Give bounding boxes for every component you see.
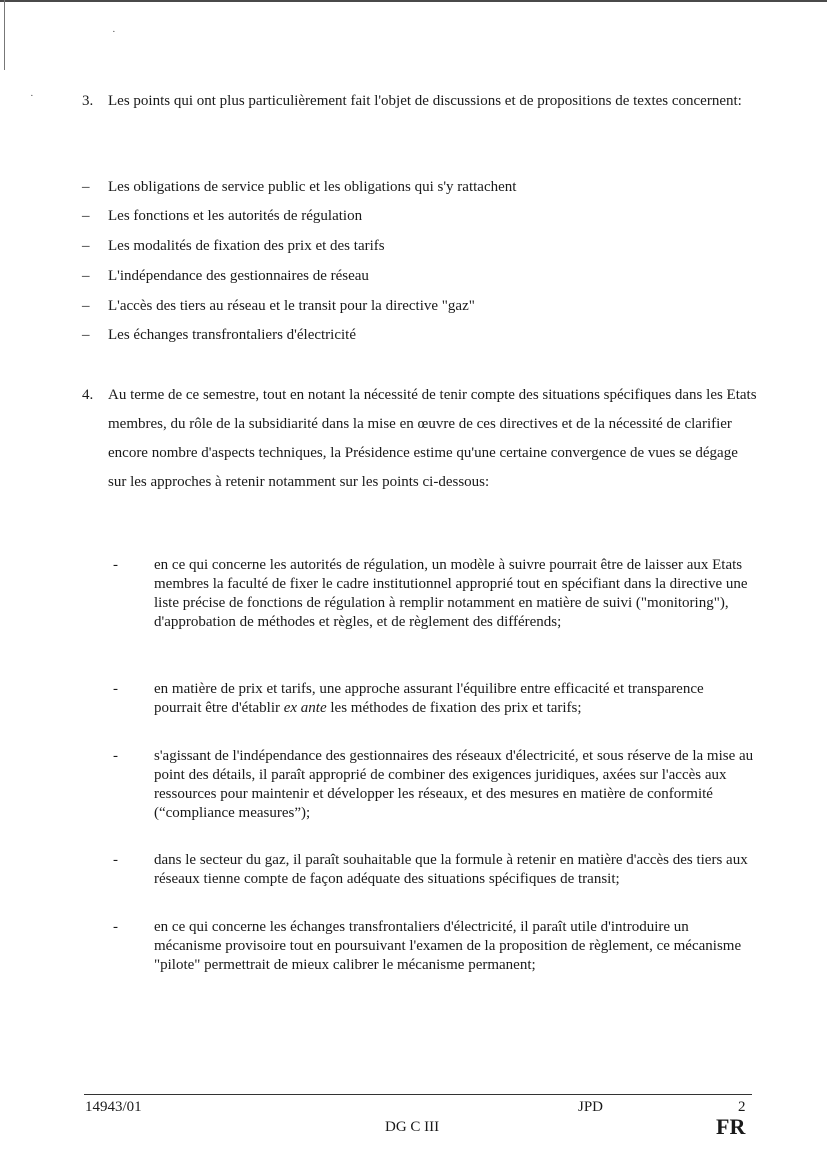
list-dash: – — [82, 327, 90, 343]
paragraph-text: Au terme de ce semestre, tout en notant la nécessité de tenir compte des situations spécifiques dans les Etats membres, du rôle de la subsidiarité dans la mise en œuvre de ces directives et de la nécessité de clarifier encore nombre d'aspects techniques, la Présidence estime qu'une certaine convergence de vues se dégage sur les approches à retenir notamment sur les points ci-dessous: — [108, 387, 757, 490]
approach-text: dans le secteur du gaz, il paraît souhaitable que la formule à retenir en matière d'accès des tiers aux réseaux tienne compte de façon adéquate des situations spécifiques de transit; — [154, 852, 748, 887]
page-number: 2 — [738, 1099, 746, 1115]
list-dash: – — [82, 238, 90, 254]
document-reference: 14943/01 — [85, 1099, 142, 1115]
department-code: DG C III — [385, 1119, 440, 1135]
list-dash: - — [113, 748, 118, 764]
approach-text: en matière de prix et tarifs, une approche assurant l'équilibre entre efficacité et transparence pourrait être d'établir ex ante les méthodes de fixation des prix et tarifs; — [154, 681, 704, 716]
list-dash: – — [82, 179, 90, 195]
list-dash: - — [113, 919, 118, 935]
list-dash: - — [113, 557, 118, 573]
topic-text: Les obligations de service public et les obligations qui s'y rattachent — [108, 179, 517, 195]
paragraph-number: 4. — [82, 387, 94, 403]
paragraph-text: Les points qui ont plus particulièrement fait l'objet de discussions et de propositions de textes concernent: — [108, 93, 742, 109]
list-dash: – — [82, 298, 90, 314]
approach-text: en ce qui concerne les échanges transfrontaliers d'électricité, il paraît utile d'introduire un mécanisme provisoire tout en poursuivant l'examen de la proposition de règlement, ce mécanisme "pilote" permettrait de mieux calibrer le mécanisme permanent; — [154, 919, 742, 973]
topic-text: L'indépendance des gestionnaires de réseau — [108, 268, 369, 284]
approach-text: en ce qui concerne les autorités de régulation, un modèle à suivre pourrait être de laisser aux Etats membres la faculté de fixer le cadre institutionnel approprié tout en spécifiant dans la directive une liste précise de fonctions de régulation à remplir notamment en matière de suivi ("monitoring"), d'approbation de méthodes et règles, et de règlement des différends; — [154, 557, 748, 630]
list-dash: – — [82, 208, 90, 224]
latin-term: ex ante — [283, 700, 327, 716]
list-dash: – — [82, 268, 90, 284]
topic-text: Les échanges transfrontaliers d'électricité — [108, 327, 356, 343]
author-initials: JPD — [578, 1099, 604, 1115]
paragraph-number: 3. — [82, 93, 94, 109]
scan-speck: · — [112, 26, 116, 38]
scan-edge-left — [4, 0, 5, 70]
approach-text: s'agissant de l'indépendance des gestionnaires des réseaux d'électricité, et sous réserve de la mise au point des détails, il paraît approprié de combiner des exigences juridiques, axées sur l'accès aux ressources pour maintenir et développer les réseaux, et des mesures en matière de conformité (“compliance measures”); — [154, 748, 754, 821]
list-dash: - — [113, 681, 118, 697]
topic-text: L'accès des tiers au réseau et le transit pour la directive "gaz" — [108, 298, 475, 314]
scan-speck: · — [30, 90, 34, 102]
topic-text: Les fonctions et les autorités de régulation — [108, 208, 363, 224]
topic-text: Les modalités de fixation des prix et des tarifs — [108, 238, 385, 254]
scan-edge-top — [0, 0, 827, 2]
footer-rule — [84, 1094, 752, 1095]
language-code: FR — [716, 1114, 746, 1139]
list-dash: - — [113, 852, 118, 868]
